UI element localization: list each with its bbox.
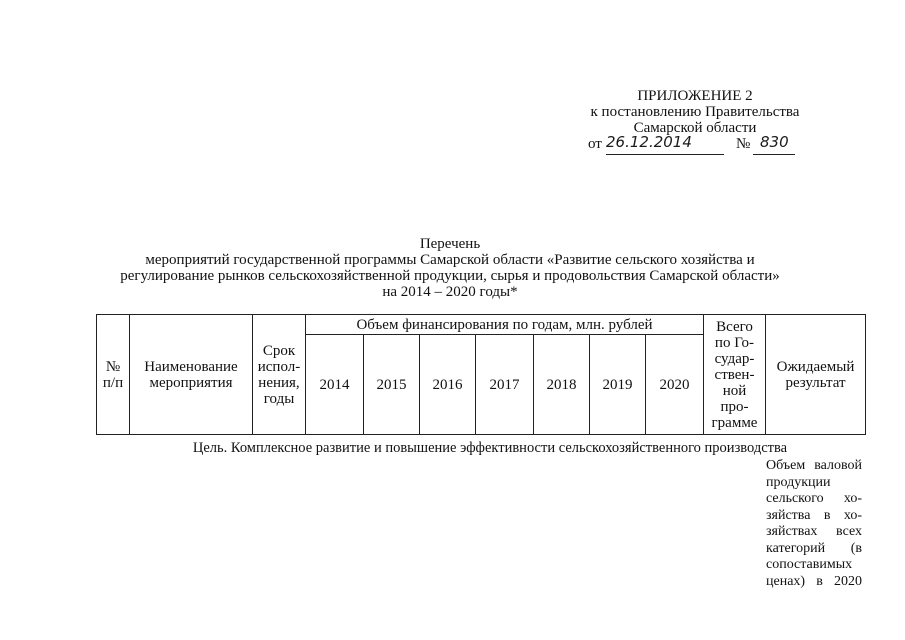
header-name: Наименование мероприятия [130,315,253,435]
program-title-line2: регулирование рынков сельскохозяйственной продукции, сырья и продовольствия Самарской области» [120,268,780,284]
year-2018: 2018 [534,335,590,435]
header-result: Ожидаемый результат [766,315,866,435]
header-term: Срок испол- нения, годы [253,315,306,435]
number-prefix: № [736,136,751,152]
year-2015: 2015 [364,335,420,435]
date-prefix: от [588,136,602,152]
year-2017: 2017 [476,335,534,435]
year-2016: 2016 [420,335,476,435]
header-total: Всего по Го- судар- ствен- ной про- грамме [704,315,766,435]
handwritten-date: 26.12.2014 [606,133,692,151]
header-funding: Объем финансирования по годам, млн. рублей [306,315,704,335]
year-2020: 2020 [646,335,704,435]
measures-table [96,314,866,435]
year-2019: 2019 [590,335,646,435]
document-title: Перечень [419,236,481,252]
appendix-title: ПРИЛОЖЕНИЕ 2 [637,88,753,104]
expected-result: Объем валовой продукции сельского хо- зяйства в хо- зяйствах всех категорий (в сопоставимых ценах) в 2020 [766,458,862,589]
appendix-region: Самарской области [633,120,757,136]
appendix-decree: к постановлению Правительства [590,104,800,120]
program-period: на 2014 – 2020 годы* [382,284,518,300]
goal-text: Цель. Комплексное развитие и повышение эффективности сельскохозяйственного производства [192,440,788,456]
year-2014: 2014 [306,335,364,435]
program-title-line1: мероприятий государственной программы Самарской области «Развитие сельского хозяйства и [145,252,755,268]
handwritten-number: 830 [760,133,789,151]
header-number: № п/п [97,315,130,435]
